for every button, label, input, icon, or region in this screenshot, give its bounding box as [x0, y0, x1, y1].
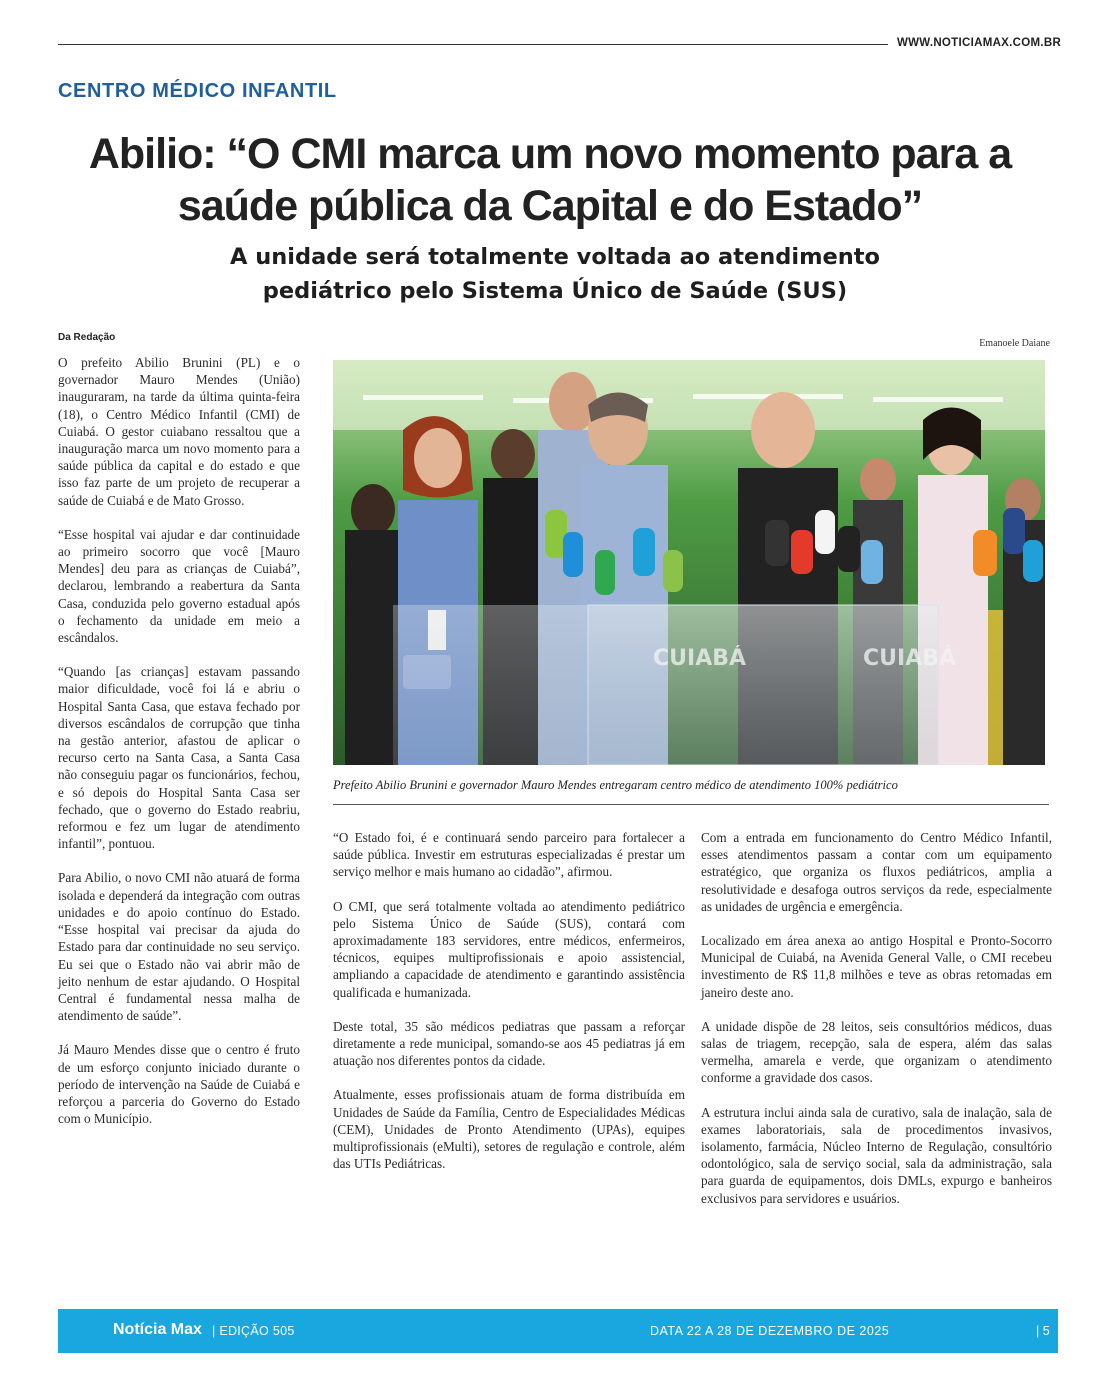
paragraph: “O Estado foi, é e continuará sendo parceiro para fortalecer a saúde pública. Investir em estruturas especializadas é prestar um serviço melhor e mais humano ao cidadão”, afirmou. — [333, 830, 685, 880]
paragraph: Com a entrada em funcionamento do Centro Médico Infantil, esses atendimentos passam a contar com um equipamento estratégico, que organiza os fluxos pediátricos, amplia a resolutividade e desafoga outros serviços da rede, especialmente as unidades de urgência e emergência. — [701, 830, 1052, 914]
paragraph: A unidade dispõe de 28 leitos, seis consultórios médicos, duas salas de triagem, recepção, sala de espera, além das salas vermelha, amarela e verde, que organizam o atendimento conforme a gravidade dos casos. — [701, 1018, 1052, 1086]
footer-brand: Notícia Max — [113, 1321, 202, 1338]
paragraph: “Esse hospital vai ajudar e dar continuidade ao primeiro socorro que você [Mauro Mendes] deu para as crianças de Cuiabá”, declarou, lembrando a reabertura da Santa Casa, conduzida pelo governo estadual após o fechamento da unidade em meio a escândalos. — [58, 526, 300, 646]
site-url[interactable]: WWW.NOTICIAMAX.COM.BR — [897, 37, 1062, 49]
article-column-3 — [701, 829, 1052, 1224]
lectern-sign-right: CUIABÁ — [863, 646, 957, 671]
paragraph: “Quando [as crianças] estavam passando maior dificuldade, você foi lá e abriu o Hospital Santa Casa, que estava fechado por diversos escândalos de corrupção que tinha na gestão anterior, afastou de aplicar o recurso certo na Santa Casa, a Santa Casa não conseguiu pagar os funcionários, fechou, e só depois do Hospital Santa Casa ser fechado, que o governo do Estado reabriu, reformou e fez um lugar de atendimento infantil”, pontuou. — [58, 664, 300, 852]
article-column-1 — [58, 354, 300, 1144]
page-number: | 5 — [1036, 1324, 1050, 1338]
photo-credit: Emanoele Daiane — [979, 338, 1050, 349]
subhead-line-1: A unidade será totalmente voltada ao atendimento — [229, 244, 881, 270]
footer-date: DATA 22 A 28 DE DEZEMBRO DE 2025 — [650, 1324, 890, 1338]
top-rule — [58, 44, 888, 45]
subhead-line-2: pediátrico pelo Sistema Único de Saúde (SUS) — [262, 278, 848, 304]
paragraph: Deste total, 35 são médicos pediatras que passam a reforçar diretamente a rede municipal, somando-se aos 45 pediatras já em atuação nos diferentes pontos da cidade. — [333, 1018, 685, 1069]
lectern-sign-left: CUIABÁ — [653, 646, 747, 671]
subheadline — [150, 240, 960, 308]
paragraph: Localizado em área anexa ao antigo Hospital e Pronto-Socorro Municipal de Cuiabá, na Avenida General Valle, o CMI recebeu investimento de R$ 11,8 milhões e teve as obras retomadas em janeiro deste ano. — [701, 933, 1052, 1000]
byline: Da Redação — [58, 332, 116, 343]
footer-bar — [58, 1309, 1058, 1353]
paragraph: O CMI, que será totalmente voltada ao atendimento pediátrico pelo Sistema Único de Saúde (SUS), contará com aproximadamente 183 servidores, entre médicos, enfermeiros, técnicos, equipes multiprofissionais e apoio assistencial, ampliando a capacidade de atendimento e garantindo assistência qualificada e humanizada. — [333, 898, 685, 1000]
headline-line-1: Abilio: “O CMI marca um novo momento para a — [88, 130, 1012, 178]
press-conference-photo — [333, 360, 1045, 765]
section-label: CENTRO MÉDICO INFANTIL — [58, 80, 337, 102]
paragraph: Já Mauro Mendes disse que o centro é fruto de um esforço conjunto iniciado durante o período de intervenção na Saúde de Cuiabá e reforçou a parceria do Governo do Estado com o Município. — [58, 1042, 300, 1127]
article-column-2 — [333, 829, 685, 1189]
footer-edition: | EDIÇÃO 505 — [212, 1324, 295, 1338]
headline — [40, 128, 1060, 232]
caption-divider — [333, 804, 1049, 805]
paragraph: O prefeito Abilio Brunini (PL) e o governador Mauro Mendes (União) inauguraram, na tarde da última quinta-feira (18), o Centro Médico Infantil (CMI) de Cuiabá. O gestor cuiabano ressaltou que a inauguração marca um novo momento para a saúde pública da capital e do estado e que isso faz parte de um projeto de recuperar a saúde de Cuiabá e de Mato Grosso. — [58, 355, 300, 508]
paragraph: Atualmente, esses profissionais atuam de forma distribuída em Unidades de Saúde da Família, Centro de Especialidades Médicas (CEM), Unidades de Pronto Atendimento (UPAs), equipes multiprofissionais (eMulti), setores de regulação e controle, além das UTIs Pediátricas. — [333, 1087, 685, 1172]
photo-illustration — [333, 360, 1045, 765]
paragraph: Para Abilio, o novo CMI não atuará de forma isolada e dependerá da integração com outras unidades e do apoio contínuo do Estado. “Esse hospital vai precisar da ajuda do Estado para dar continuidade no seu serviço. Eu sei que o Estado não vai abrir mão de jeito nenhum de estar ajudando. O Hospital Central é fundamental nessa malha de atendimento de saúde”. — [58, 870, 300, 1024]
paragraph: A estrutura inclui ainda sala de curativo, sala de inalação, sala de exames laboratoriais, sala de procedimentos invasivos, isolamento, farmácia, Núcleo Interno de Regulação, consultório odontológico, sala de serviço social, sala da administração, sala para guarda de equipamentos, dois DMLs, expurgo e banheiros exclusivos para servidores e usuários. — [701, 1104, 1052, 1206]
headline-line-2: saúde pública da Capital e do Estado” — [177, 182, 923, 230]
photo-caption: Prefeito Abilio Brunini e governador Mauro Mendes entregaram centro médico de atendimento 100% pediátrico — [333, 778, 898, 792]
